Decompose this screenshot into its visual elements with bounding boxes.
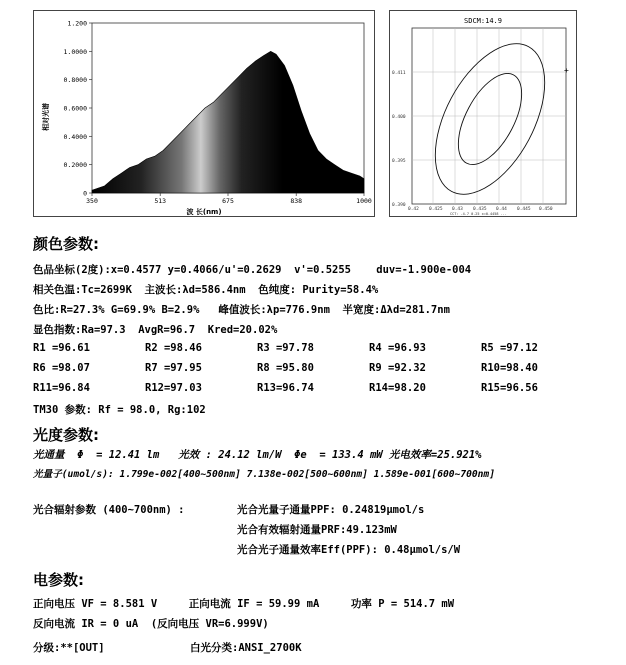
cie-marker: + (564, 66, 569, 75)
spectrum-chart (34, 11, 374, 216)
x-tick-label: 350 (86, 197, 98, 205)
x-axis-label: 波 长(nm) (186, 208, 222, 216)
cie-chart (390, 11, 576, 216)
cie-y-tick: 0.400 (392, 115, 406, 120)
cie-x-tick: 0.43 (452, 207, 463, 212)
spectrum-chart-panel (33, 10, 375, 217)
r-value: R4 =96.93 (369, 342, 426, 354)
reverse-line: 反向电流 IR = 0 uA (反向电压 VR=6.999V) (33, 618, 269, 630)
r-value: R1 =96.61 (33, 342, 90, 354)
cie-y-tick: 0.390 (392, 203, 406, 208)
r-value: R8 =95.80 (257, 362, 314, 374)
r-value: R6 =98.07 (33, 362, 90, 374)
y-tick-label: 0.4000 (63, 132, 87, 141)
cie-chart-panel (389, 10, 577, 217)
cie-footer: CCT: -4.7 0.25 x=0.4458 ... (450, 212, 507, 216)
r-value: R9 =92.32 (369, 362, 426, 374)
flux-line: 光通量 Φ = 12.41 lm 光效 : 24.12 lm/W Φe = 133.4 mW 光电效率=25.921% (33, 449, 482, 461)
y-tick-label: 0.8000 (63, 76, 87, 85)
forward-line: 正向电压 VF = 8.581 V 正向电流 IF = 59.99 mA 功率 P = 514.7 mW (33, 598, 455, 610)
prf-value: 光合有效辐射通量PRF:49.123mW (237, 524, 397, 536)
x-tick-label: 675 (222, 197, 234, 205)
grade-value: 分级:**[OUT] (33, 642, 105, 654)
cie-x-tick: 0.445 (517, 207, 531, 212)
cie-x-tick: 0.435 (473, 207, 487, 212)
tm30-line: TM30 参数: Rf = 98.0, Rg:102 (33, 404, 206, 416)
r-value: R11=96.84 (33, 382, 90, 394)
r-value: R13=96.74 (257, 382, 314, 394)
chromaticity-line: 色品坐标(2度):x=0.4577 y=0.4066/u'=0.2629 v'=0.5255 duv=-1.900e-004 (33, 264, 472, 276)
r-value: R10=98.40 (481, 362, 538, 374)
cie-x-tick: 0.44 (496, 207, 507, 212)
r-value: R14=98.20 (369, 382, 426, 394)
cie-x-tick: 0.42 (408, 207, 419, 212)
x-tick-label: 513 (154, 197, 167, 205)
r-value: R5 =97.12 (481, 342, 538, 354)
color-params-heading: 颜色参数: (33, 235, 99, 253)
y-tick-label: 0.2000 (63, 161, 87, 170)
y-axis-label: 相对光谱 (42, 103, 50, 131)
r-value: R7 =97.95 (145, 362, 202, 374)
cct-line: 相关色温:Tc=2699K 主波长:λd=586.4nm 色纯度: Purity=58.4% (33, 284, 379, 296)
y-tick-label: 1.200 (67, 19, 87, 28)
cie-x-tick: 0.425 (429, 207, 443, 212)
x-tick-label: 1000 (356, 197, 372, 205)
y-tick-label: 0.6000 (63, 104, 87, 113)
radiation-label: 光合辐射参数 (400~700nm) : (33, 504, 185, 516)
r-value: R3 =97.78 (257, 342, 314, 354)
cie-x-tick: 0.450 (539, 207, 553, 212)
ppf-value: 光合光量子通量PPF: 0.24819μmol/s (237, 504, 425, 516)
white-class-value: 白光分类:ANSI_2700K (190, 642, 302, 654)
cie-y-tick: 0.411 (392, 71, 406, 76)
x-tick-label: 838 (290, 197, 303, 205)
r-value: R2 =98.46 (145, 342, 202, 354)
y-tick-label: 1.0000 (63, 47, 87, 56)
r-value: R15=96.56 (481, 382, 538, 394)
photon-flux-line: 光量子(umol/s): 1.799e-002[400~500nm] 7.138e-002[500~600nm] 1.589e-001[600~700nm] (33, 469, 495, 480)
sdcm-title: SDCM:14.9 (464, 17, 502, 25)
cie-y-tick: 0.395 (392, 159, 406, 164)
cri-line: 显色指数:Ra=97.3 AvgR=96.7 Kred=20.02% (33, 324, 278, 336)
photometric-heading: 光度参数: (33, 426, 99, 444)
y-tick-label: 0 (83, 189, 87, 198)
r-value: R12=97.03 (145, 382, 202, 394)
color-ratio-line: 色比:R=27.3% G=69.9% B=2.9% 峰值波长:λp=776.9nm 半宽度:Δλd=281.7nm (33, 304, 450, 316)
eff-value: 光合光子通量效率Eff(PPF): 0.48μmol/s/W (237, 544, 461, 556)
electrical-heading: 电参数: (33, 571, 84, 589)
